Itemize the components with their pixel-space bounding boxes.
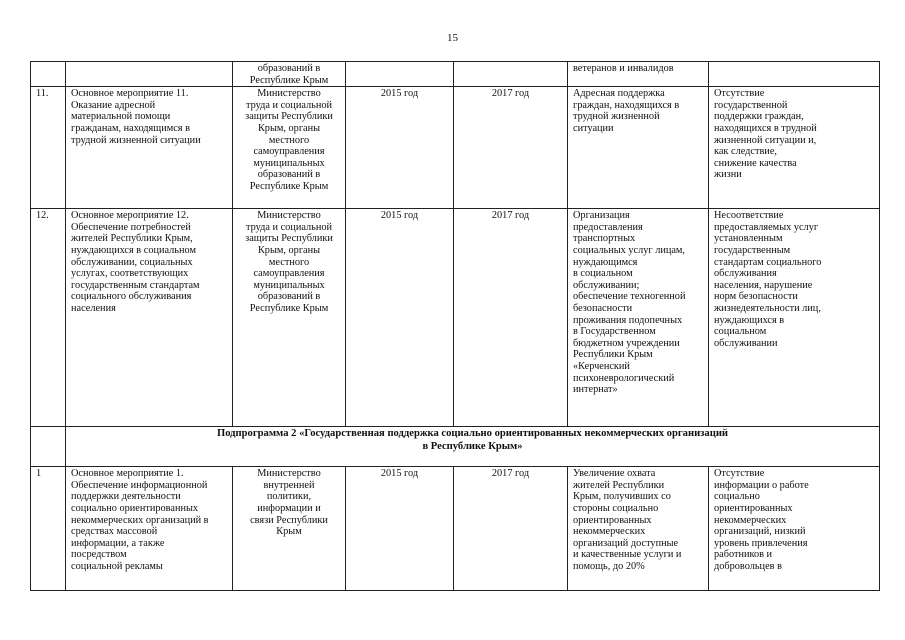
result-cell: Увеличение охвата жителей Республики Крым, получивших со стороны социально ориентированных некоммерческих организаций доступные и качественные услуги и помощь, до 20% bbox=[568, 467, 709, 591]
activity-cell: Основное мероприятие 12. Обеспечение потребностей жителей Республики Крым, нуждающихся в социальном обслуживании, социальных услугах, соответствующих государственным стандартам социального обслуживания населения bbox=[66, 209, 233, 427]
activity-cell: Основное мероприятие 1. Обеспечение информационной поддержки деятельности социально ориентированных некоммерческих организаций в средствах массовой информации, а также посредством социальной рекламы bbox=[66, 467, 233, 591]
table-row-continuation bbox=[31, 62, 880, 87]
start-year-cell: 2015 год bbox=[346, 209, 454, 427]
result-cell: Адресная поддержка граждан, находящихся в трудной жизненной ситуации bbox=[568, 87, 709, 209]
consequence-cell: Отсутствие информации о работе социально ориентированных некоммерческих организаций, низкий уровень привлечения работников и добровольцев в bbox=[709, 467, 880, 591]
row-number: 1 bbox=[31, 467, 66, 591]
end-year-cell bbox=[454, 62, 568, 87]
row-number bbox=[31, 62, 66, 87]
consequence-cell: Несоответствие предоставляемых услуг установленным государственным стандартам социального обслуживания населения, нарушение норм безопасности жизнедеятельности лиц, нуждающихся в социальном обслуживании bbox=[709, 209, 880, 427]
executor-cell: Министерство труда и социальной защиты Республики Крым, органы местного самоуправления муниципальных образований в Республике Крым bbox=[233, 87, 346, 209]
executor-cell: Министерство труда и социальной защиты Республики Крым, органы местного самоуправления муниципальных образований в Республике Крым bbox=[233, 209, 346, 427]
end-year-cell: 2017 год bbox=[454, 467, 568, 591]
result-cell: ветеранов и инвалидов bbox=[568, 62, 709, 87]
result-cell: Организация предоставления транспортных социальных услуг лицам, нуждающимся в социальном обслуживании; обеспечение техногенной безопасности проживания подопечных в Государственном бюджетном учреждении Республики Крым «Керченский психоневрологический интернат» bbox=[568, 209, 709, 427]
consequence-cell bbox=[709, 62, 880, 87]
start-year-cell bbox=[346, 62, 454, 87]
start-year-cell: 2015 год bbox=[346, 467, 454, 591]
end-year-cell: 2017 год bbox=[454, 87, 568, 209]
row-number: 11. bbox=[31, 87, 66, 209]
table-row-1 bbox=[31, 467, 880, 591]
executor-cell: образований в Республике Крым bbox=[233, 62, 346, 87]
executor-cell: Министерство внутренней политики, информации и связи Республики Крым bbox=[233, 467, 346, 591]
activities-table bbox=[30, 61, 880, 591]
end-year-cell: 2017 год bbox=[454, 209, 568, 427]
subprogram-number-cell bbox=[31, 427, 66, 467]
table-row-11 bbox=[31, 87, 880, 209]
page-number: 15 bbox=[447, 32, 458, 44]
subprogram-heading: Подпрограмма 2 «Государственная поддержка социально ориентированных некоммерческих организаций в Республике Крым» bbox=[66, 427, 880, 467]
activity-cell: Основное мероприятие 11. Оказание адресной материальной помощи гражданам, находящимся в трудной жизненной ситуации bbox=[66, 87, 233, 209]
row-number: 12. bbox=[31, 209, 66, 427]
consequence-cell: Отсутствие государственной поддержки граждан, находящихся в трудной жизненной ситуации и, как следствие, снижение качества жизни bbox=[709, 87, 880, 209]
start-year-cell: 2015 год bbox=[346, 87, 454, 209]
table-row-12 bbox=[31, 209, 880, 427]
activity-cell bbox=[66, 62, 233, 87]
subprogram-heading-row bbox=[31, 427, 880, 467]
